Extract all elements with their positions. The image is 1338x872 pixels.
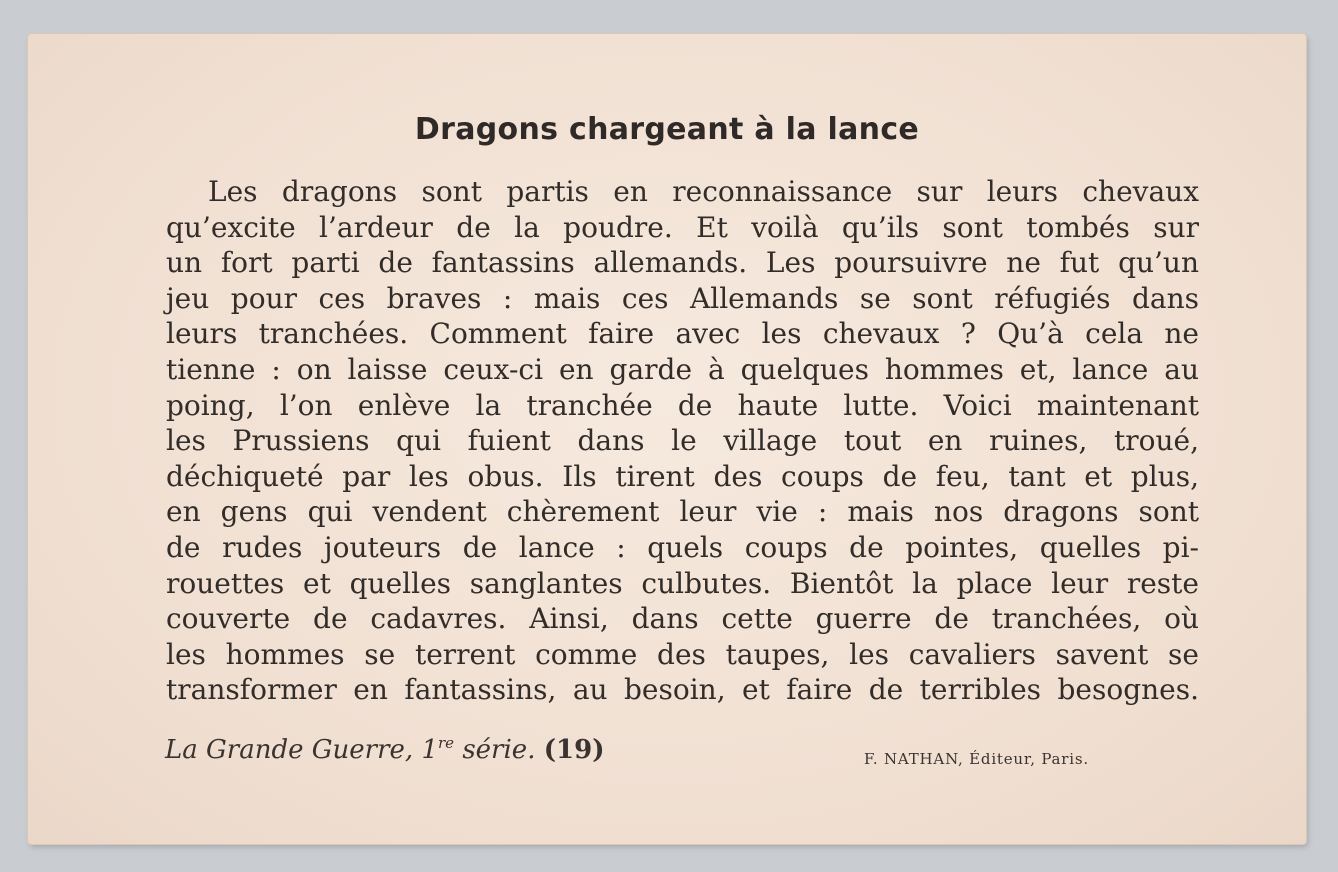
text-line: leurs tranchées. Comment faire avec les chevaux ? Qu’à cela ne	[166, 317, 1199, 351]
text-line: Les dragons sont partis en reconnaissance sur leurs chevaux	[208, 175, 1199, 208]
card-number: (19)	[543, 735, 605, 765]
text-line: poing, l’on enlève la tranchée de haute lutte. Voici maintenant	[166, 388, 1199, 422]
text-line: tienne : on laisse ceux-ci en garde à quelques hommes et, lance au	[166, 352, 1199, 386]
text-line: rouettes et quelles sanglantes culbutes. Bientôt la place leur reste	[166, 566, 1199, 600]
text-line: les Prussiens qui fuient dans le village tout en ruines, troué,	[166, 424, 1199, 458]
postcard	[28, 34, 1306, 844]
text-line: les hommes se terrent comme des taupes, les cavaliers savent se	[166, 637, 1199, 671]
text-line: couverte de cadavres. Ainsi, dans cette guerre de tranchées, où	[166, 602, 1199, 636]
text-line: un fort parti de fantassins allemands. Les poursuivre ne fut qu’un	[166, 246, 1199, 280]
text-line: déchiqueté par les obus. Ils tirent des coups de feu, tant et plus,	[166, 459, 1199, 493]
text-line: de rudes jouteurs de lance : quels coups de pointes, quelles pi-	[166, 530, 1199, 564]
text-line: qu’excite l’ardeur de la poudre. Et voilà qu’ils sont tombés sur	[166, 210, 1199, 244]
card-title: Dragons chargeant à la lance	[414, 112, 920, 147]
series-ordinal: re	[438, 734, 455, 752]
text-line: jeu pour ces braves : mais ces Allemands se sont réfugiés dans	[166, 281, 1199, 315]
publisher-credit: F. NATHAN, Éditeur, Paris.	[864, 750, 1089, 768]
text-line: transformer en fantassins, au besoin, et faire de terribles besognes.	[166, 673, 1199, 707]
series-title: La Grande Guerre, 1	[165, 735, 438, 765]
card-body-text	[124, 174, 1199, 708]
text-line: en gens qui vendent chèrement leur vie : mais nos dragons sont	[166, 495, 1199, 529]
series-caption	[165, 734, 605, 765]
series-word: série.	[454, 735, 544, 765]
